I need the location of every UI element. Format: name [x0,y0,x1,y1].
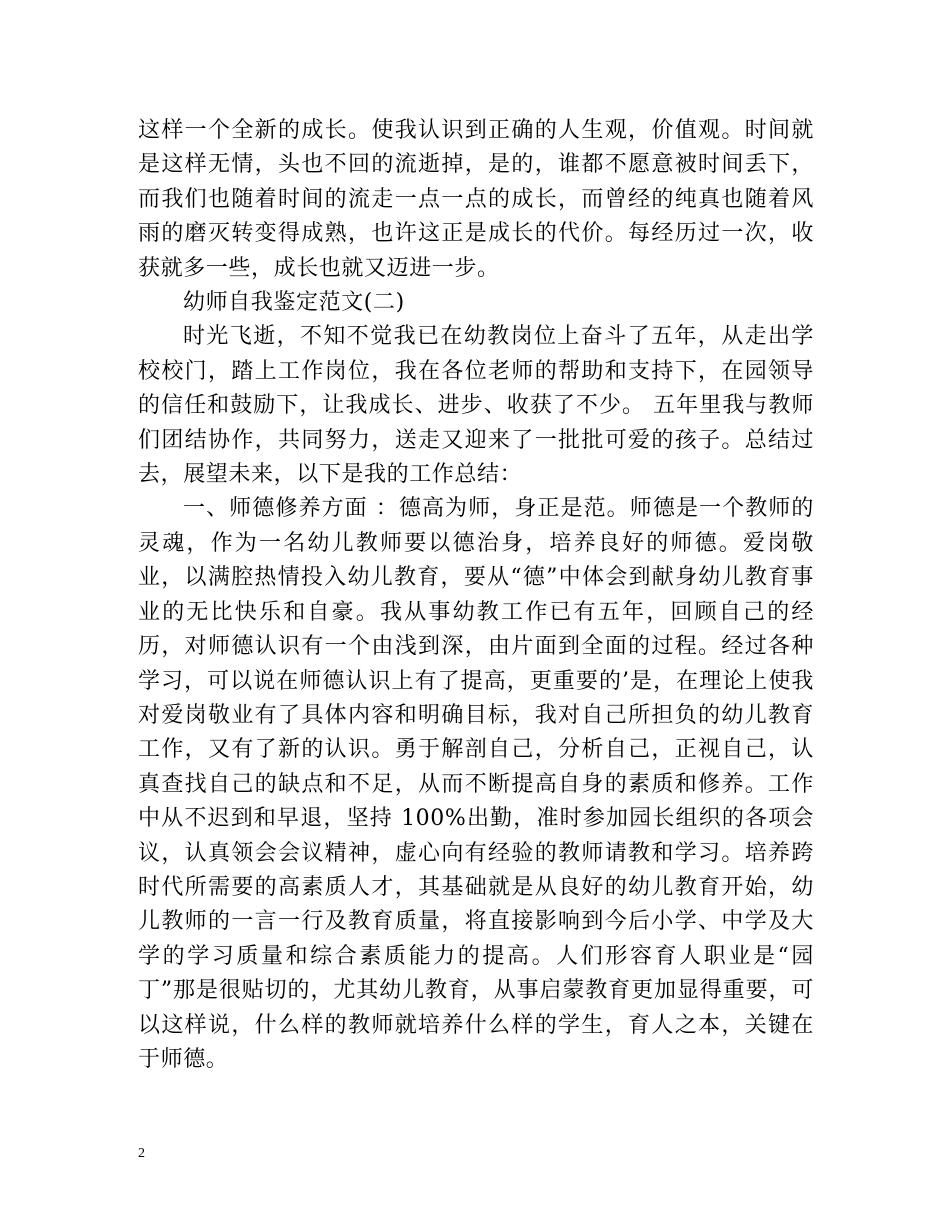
paragraph-intro: 时光飞逝，不知不觉我已在幼教岗位上奋斗了五年，从走出学校校门，踏上工作岗位，我在各位老师的帮助和支持下，在园领导的信任和鼓励下，让我成长、进步、收获了不少。 五年里我与教师们团结协作，共同努力，送走又迎来了一批批可爱的孩子。总结过去，展望未来，以下是我的工作总结： [138,324,814,488]
paragraph-ethics: 一、师德修养方面 ：德高为师，身正是范。师德是一个教师的灵魂，作为一名幼儿教师要以德治身，培养良好的师德。爱岗敬业，以满腔热情投入幼儿教育，要从“德”中体会到献身幼儿教育事业的无比快乐和自豪。我从事幼教工作已有五年，回顾自己的经历，对师德认识有一个由浅到深，由片面到全面的过程。经过各种学习，可以说在师德认识上有了提高，更重要的’是，在理论上使我对爱岗敬业有了具体内容和明确目标，我对自己所担负的幼儿教育工作，又有了新的认识。勇于解剖自己，分析自己，正视自己，认真查找自己的缺点和不足，从而不断提高自身的素质和修养。工作中从不迟到和早退，坚持 100%出勤，准时参加园长组织的各项会议，认真领会会议精神，虚心向有经验的教师请教和学习。培养跨时代所需要的高素质人才，其基础就是从良好的幼儿教育开始，幼儿教师的一言一行及教育质量，将直接影响到今后小学、中学及大学的学习质量和综合素质能力的提高。人们形容育人职业是“园丁”那是很贴切的，尤其幼儿教育，从事启蒙教育更加显得重要，可以这样说，什么样的教师就培养什么样的学生，育人之本，关键在于师德。 [138,496,814,1072]
body-text [138,114,814,1077]
page-number: 2 [138,1146,145,1161]
paragraph-continuation: 这样一个全新的成长。使我认识到正确的人生观，价值观。时间就是这样无情，头也不回的流逝掉，是的，谁都不愿意被时间丢下，而我们也随着时间的流走一点一点的成长，而曾经的纯真也随着风雨的磨灭转变得成熟，也许这正是成长的代价。每经历过一次，收获就多一些，成长也就又迈进一步。 [138,118,814,281]
section-heading: 幼师自我鉴定范文(二) [183,290,405,316]
